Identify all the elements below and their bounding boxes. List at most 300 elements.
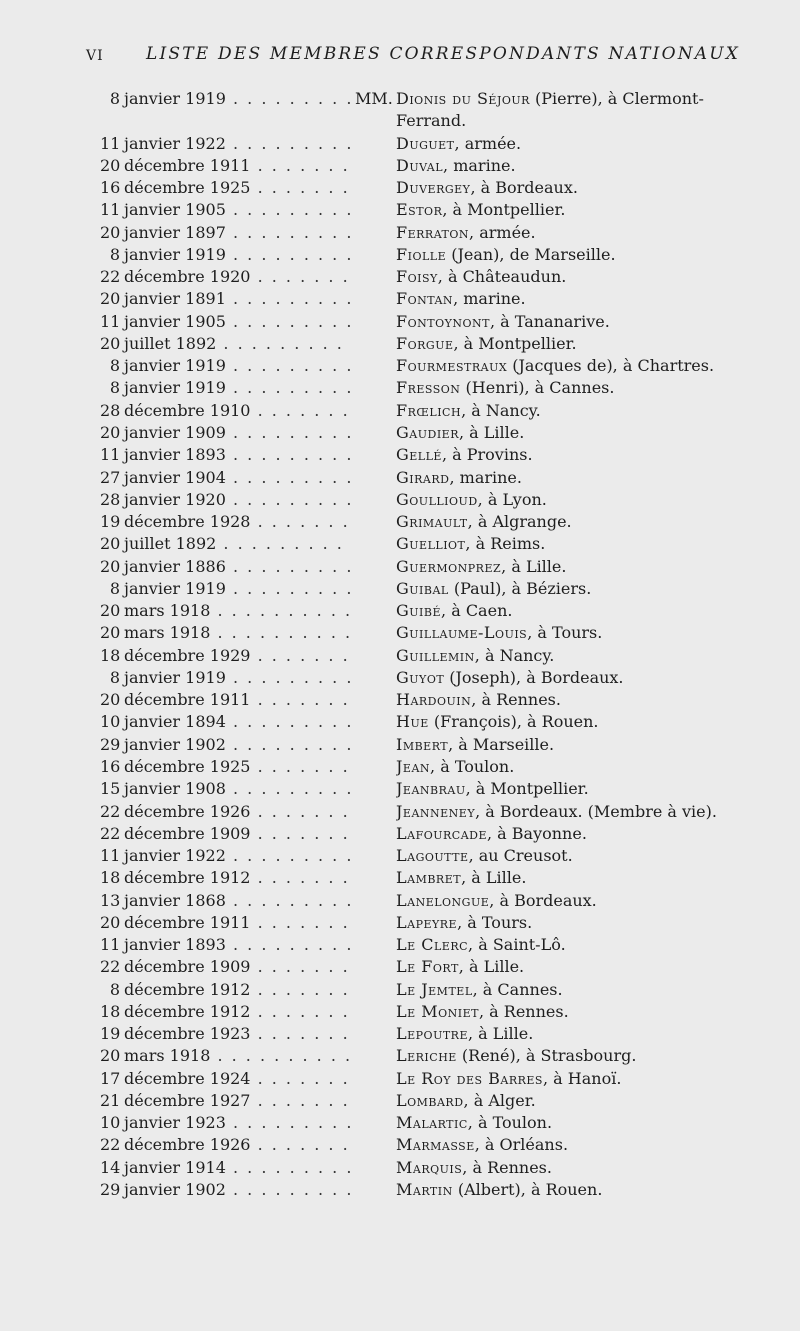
member-surname: Jean	[396, 756, 431, 776]
member-name	[396, 177, 800, 199]
member-surname: Malartic	[396, 1113, 468, 1133]
member-name	[396, 734, 800, 756]
election-month-year: janvier 1919 . . .	[124, 245, 350, 264]
member-name	[396, 890, 800, 912]
election-date	[100, 556, 350, 578]
member-name	[396, 956, 800, 978]
election-month-year: janvier 1919 . . .	[124, 356, 350, 375]
member-name	[396, 667, 800, 689]
member-entry	[0, 444, 800, 466]
election-day: 20	[100, 556, 121, 576]
member-detail: , à Bordeaux.	[470, 178, 578, 198]
election-day: 11	[100, 311, 121, 331]
election-day: 20	[100, 289, 121, 309]
member-entry	[0, 578, 800, 600]
member-surname: Leriche	[396, 1046, 457, 1066]
election-date	[100, 133, 350, 155]
election-month-year: décembre 1928 . . .	[124, 512, 350, 531]
election-date	[100, 377, 350, 399]
member-surname: Lanelongue	[396, 890, 490, 910]
election-date	[100, 244, 350, 266]
election-day: 20	[100, 155, 121, 175]
election-day: 11	[100, 935, 121, 955]
page-header	[0, 42, 800, 70]
member-entry	[0, 1045, 800, 1067]
member-detail: (François), à Rouen.	[428, 712, 599, 732]
member-name	[396, 244, 800, 266]
election-day: 22	[100, 267, 121, 287]
election-date	[100, 578, 350, 600]
member-name	[396, 578, 800, 600]
election-day: 11	[100, 133, 121, 153]
election-date	[100, 177, 350, 199]
member-surname: Grimault	[396, 512, 468, 532]
election-day: 20	[100, 690, 121, 710]
election-date	[100, 199, 350, 221]
member-detail: (Henri), à Cannes.	[460, 378, 615, 398]
member-list	[0, 88, 800, 1201]
member-name	[396, 689, 800, 711]
member-surname: Estor	[396, 200, 443, 220]
member-entry	[0, 756, 800, 778]
member-surname: Hue	[396, 712, 429, 732]
member-name	[396, 533, 800, 555]
member-detail: , à Nancy.	[461, 400, 541, 420]
member-detail: , à Bordeaux. (Membre à vie).	[475, 801, 717, 821]
election-month-year: janvier 1919 . . .	[124, 668, 350, 687]
member-surname: Jeanbrau	[396, 779, 466, 799]
member-detail: , à Toulon.	[467, 1113, 553, 1133]
election-month-year: décembre 1929 . . .	[124, 646, 350, 665]
member-detail: , à Rennes.	[478, 1001, 569, 1021]
member-detail: , à Toulon.	[430, 756, 515, 776]
election-day: 22	[100, 823, 121, 843]
member-name	[396, 645, 800, 667]
election-date	[100, 155, 350, 177]
member-surname: Guyot	[396, 667, 445, 687]
election-month-year: janvier 1905 . . .	[124, 200, 350, 219]
election-month-year: décembre 1925 . . .	[124, 178, 350, 197]
member-surname: Ferraton	[396, 222, 470, 242]
member-surname: Marmasse	[396, 1135, 475, 1155]
election-month-year: décembre 1920 . . .	[124, 267, 350, 286]
election-month-year: décembre 1909 . . .	[124, 824, 350, 843]
member-name	[396, 422, 800, 444]
member-name	[396, 400, 800, 422]
member-detail: , à Marseille.	[448, 734, 555, 754]
election-day: 15	[100, 779, 121, 799]
election-month-year: janvier 1894 . . .	[124, 712, 350, 731]
member-detail: , à Rennes.	[462, 1157, 552, 1177]
member-entry	[0, 934, 800, 956]
member-entry	[0, 622, 800, 644]
election-month-year: décembre 1911 . . .	[124, 156, 350, 175]
member-entry	[0, 711, 800, 733]
election-date	[100, 1001, 350, 1023]
member-name	[396, 1134, 800, 1156]
election-month-year: décembre 1927 . . .	[124, 1091, 350, 1110]
member-name	[396, 1179, 800, 1201]
election-month-year: décembre 1925 . . .	[124, 757, 350, 776]
election-month-year: janvier 1902 . . .	[124, 735, 350, 754]
member-name	[396, 867, 800, 889]
member-entry	[0, 266, 800, 288]
member-entry	[0, 288, 800, 310]
member-surname: Gellé	[396, 445, 442, 465]
election-date	[100, 1068, 350, 1090]
member-detail: , armée.	[454, 133, 522, 153]
election-day: 10	[100, 712, 121, 732]
member-entry	[0, 890, 800, 912]
member-surname: Le Moniet	[396, 1001, 479, 1021]
election-date	[100, 734, 350, 756]
election-date	[100, 667, 350, 689]
member-name	[396, 600, 800, 622]
election-month-year: janvier 1904 . . .	[124, 468, 350, 487]
member-name	[396, 311, 800, 333]
election-month-year: juillet 1892 . . .	[124, 534, 350, 553]
member-entry	[0, 355, 800, 377]
election-date	[100, 1112, 350, 1134]
member-entry	[0, 867, 800, 889]
member-surname: Foisy	[396, 267, 438, 287]
election-date	[100, 511, 350, 533]
election-day: 8	[109, 578, 120, 598]
member-surname: Fiolle	[396, 244, 447, 264]
election-date	[100, 1090, 350, 1112]
election-month-year: janvier 1891 . . .	[124, 289, 350, 308]
member-entry	[0, 333, 800, 355]
election-day: 8	[109, 356, 120, 376]
member-entry	[0, 422, 800, 444]
election-day: 27	[100, 467, 121, 487]
member-entry	[0, 1179, 800, 1201]
election-date	[100, 222, 350, 244]
election-day: 28	[100, 489, 121, 509]
election-day: 29	[100, 1180, 121, 1200]
member-surname: Marquis	[396, 1157, 463, 1177]
member-detail: (Jacques de), à Chartres.	[507, 356, 715, 376]
election-date	[100, 1179, 350, 1201]
member-detail: (René), à Strasbourg.	[456, 1046, 637, 1066]
member-name	[396, 1090, 800, 1112]
member-surname: Guermonprez	[396, 556, 502, 576]
election-day: 21	[100, 1090, 121, 1110]
member-entry	[0, 845, 800, 867]
member-name	[396, 1001, 800, 1023]
member-surname: Guibé	[396, 601, 442, 621]
member-detail: , à Bayonne.	[486, 823, 587, 843]
election-date	[100, 711, 350, 733]
member-entry	[0, 1068, 800, 1090]
election-month-year: janvier 1919 . . .	[124, 89, 350, 108]
member-detail: , à Saint-Lô.	[468, 935, 566, 955]
member-detail: , à Nancy.	[474, 645, 555, 665]
member-surname: Lepoutre	[396, 1024, 468, 1044]
member-entry	[0, 1023, 800, 1045]
election-date	[100, 400, 350, 422]
member-name	[396, 377, 800, 399]
member-name	[396, 711, 800, 733]
election-date	[100, 622, 350, 644]
election-day: 20	[100, 333, 121, 353]
election-month-year: janvier 1897 . . .	[124, 223, 350, 242]
member-detail: , à Bordeaux.	[489, 890, 597, 910]
election-date	[100, 934, 350, 956]
member-name	[396, 266, 800, 288]
election-date	[100, 266, 350, 288]
member-entry	[0, 1090, 800, 1112]
election-day: 8	[109, 89, 120, 108]
election-month-year: janvier 1919 . . .	[124, 378, 350, 397]
election-day: 18	[100, 868, 121, 888]
member-name	[396, 823, 800, 845]
member-name	[396, 467, 800, 489]
member-detail: , à Lille.	[468, 1024, 534, 1044]
election-day: 18	[100, 645, 121, 665]
member-name	[396, 199, 800, 221]
member-entry	[0, 155, 800, 177]
election-month-year: janvier 1923 . . .	[124, 1113, 350, 1132]
election-date	[100, 311, 350, 333]
election-day: 8	[109, 979, 120, 999]
member-surname: Forgue	[396, 333, 454, 353]
member-surname: Goullioud	[396, 489, 478, 509]
member-detail: , à Lille.	[501, 556, 567, 576]
member-surname: Hardouin	[396, 690, 472, 710]
member-detail: , à Lille.	[458, 422, 525, 442]
election-month-year: janvier 1920 . . .	[124, 490, 350, 509]
election-month-year: janvier 1905 . . .	[124, 312, 350, 331]
election-month-year: décembre 1911 . . .	[124, 913, 350, 932]
member-detail: , à Alger.	[463, 1090, 536, 1110]
election-month-year: janvier 1914 . . .	[124, 1158, 350, 1177]
election-month-year: janvier 1893 . . .	[124, 445, 350, 464]
election-month-year: décembre 1926 . . .	[124, 1135, 350, 1154]
election-day: 22	[100, 957, 121, 977]
member-surname: Lombard	[396, 1090, 464, 1110]
election-month-year: janvier 1868 . . .	[124, 891, 350, 910]
member-name	[396, 778, 800, 800]
election-day: 19	[100, 512, 121, 532]
member-surname: Le Jemtel	[396, 979, 473, 999]
election-day: 22	[100, 801, 121, 821]
member-detail: , à Rennes.	[471, 690, 561, 710]
member-surname: Duval	[396, 155, 444, 175]
member-entry	[0, 912, 800, 934]
election-month-year: janvier 1902 . . .	[124, 1180, 350, 1199]
member-name	[396, 801, 800, 823]
member-detail: , à Algrange.	[467, 512, 572, 532]
election-day: 20	[100, 912, 121, 932]
member-detail: , à Provins.	[441, 445, 533, 465]
member-detail: , au Creusot.	[468, 846, 573, 866]
member-name	[396, 489, 800, 511]
member-entry-continuation	[0, 110, 800, 132]
election-day: 20	[100, 1046, 121, 1066]
member-name	[396, 912, 800, 934]
member-name	[396, 1157, 800, 1179]
member-surname: Guillemin	[396, 645, 475, 665]
election-date	[100, 890, 350, 912]
election-date	[100, 689, 350, 711]
election-day: 11	[100, 846, 121, 866]
election-date	[100, 1023, 350, 1045]
election-day: 20	[100, 601, 121, 621]
election-month-year: janvier 1893 . . .	[124, 935, 350, 954]
member-surname: Duvergey	[396, 178, 471, 198]
member-entry	[0, 133, 800, 155]
election-date	[100, 489, 350, 511]
member-surname: Dionis du Séjour	[396, 89, 530, 108]
member-entry	[0, 801, 800, 823]
member-detail: , marine.	[453, 289, 526, 309]
election-day: 29	[100, 734, 121, 754]
election-day: 28	[100, 400, 121, 420]
running-title: LISTE DES MEMBRES CORRESPONDANTS NATIONAUX	[146, 44, 741, 64]
election-day: 19	[100, 1024, 121, 1044]
member-name	[396, 1112, 800, 1134]
election-day: 8	[109, 244, 120, 264]
election-date	[100, 422, 350, 444]
member-entry	[0, 199, 800, 221]
member-surname: Le Fort	[396, 957, 459, 977]
election-month-year: décembre 1911 . . .	[124, 690, 350, 709]
member-surname: Lambret	[396, 868, 462, 888]
election-day: 11	[100, 200, 121, 220]
member-entry	[0, 979, 800, 1001]
member-name	[396, 222, 800, 244]
election-day: 10	[100, 1113, 121, 1133]
election-month-year: janvier 1922 . . .	[124, 846, 350, 865]
member-detail: Ferrand.	[396, 111, 467, 131]
election-day: 20	[100, 222, 121, 242]
member-entry	[0, 689, 800, 711]
election-date	[100, 979, 350, 1001]
member-entry	[0, 467, 800, 489]
election-month-year: janvier 1908 . . .	[124, 779, 350, 798]
member-entry	[0, 823, 800, 845]
member-entry	[0, 956, 800, 978]
member-entry	[0, 400, 800, 422]
election-day: 20	[100, 422, 121, 442]
member-entry	[0, 533, 800, 555]
member-name	[396, 333, 800, 355]
member-entry	[0, 1112, 800, 1134]
election-date	[100, 333, 350, 355]
member-surname: Gaudier	[396, 422, 459, 442]
member-detail: , à Tananarive.	[489, 311, 610, 331]
member-entry	[0, 600, 800, 622]
member-entry	[0, 177, 800, 199]
member-detail: , à Tours.	[457, 912, 533, 932]
election-date	[100, 1157, 350, 1179]
member-name	[396, 1045, 800, 1067]
member-detail: (Jean), de Marseille.	[446, 244, 616, 264]
election-date	[100, 823, 350, 845]
member-detail: , à Montpellier.	[442, 200, 566, 220]
election-date	[100, 756, 350, 778]
member-surname: Lagoutte	[396, 846, 469, 866]
election-date	[100, 600, 350, 622]
member-detail: , à Cannes.	[472, 979, 563, 999]
member-surname: Frœlich	[396, 400, 462, 420]
member-name	[396, 155, 800, 177]
member-detail: , à Orléans.	[474, 1135, 569, 1155]
election-month-year: décembre 1923 . . .	[124, 1024, 350, 1043]
member-detail: , à Caen.	[441, 601, 513, 621]
member-detail: , à Reims.	[465, 534, 546, 554]
member-entry	[0, 1157, 800, 1179]
member-surname: Guibal	[396, 578, 449, 598]
election-month-year: mars 1918 . . .	[124, 623, 350, 642]
member-detail: , armée.	[469, 222, 536, 242]
election-month-year: décembre 1909 . . .	[124, 957, 350, 976]
election-date	[100, 845, 350, 867]
election-month-year: janvier 1909 . . .	[124, 423, 350, 442]
member-entry	[0, 222, 800, 244]
member-detail: , à Lille.	[461, 868, 527, 888]
member-name	[396, 88, 800, 110]
honorific-prefix: MM.	[355, 89, 393, 108]
election-date	[100, 778, 350, 800]
election-date	[100, 1134, 350, 1156]
election-day: 8	[109, 378, 120, 398]
election-month-year: décembre 1912 . . .	[124, 980, 350, 999]
election-date	[100, 288, 350, 310]
election-date	[100, 801, 350, 823]
member-name	[396, 511, 800, 533]
member-name	[396, 622, 800, 644]
election-month-year: juillet 1892 . . .	[124, 334, 350, 353]
member-detail: , à Hanoï.	[542, 1068, 622, 1088]
member-name	[396, 133, 800, 155]
page-number: VI	[86, 48, 104, 64]
member-name	[396, 1068, 800, 1090]
member-surname: Imbert	[396, 734, 449, 754]
member-entry	[0, 88, 800, 110]
election-month-year: janvier 1886 . . .	[124, 557, 350, 576]
member-surname: Martin	[396, 1180, 453, 1200]
member-detail: , à Montpellier.	[465, 779, 589, 799]
member-name	[396, 444, 800, 466]
election-month-year: décembre 1924 . . .	[124, 1069, 350, 1088]
member-surname: Fourmestraux	[396, 356, 508, 376]
member-entry	[0, 778, 800, 800]
member-surname: Guelliot	[396, 534, 466, 554]
member-entry	[0, 645, 800, 667]
member-name	[396, 979, 800, 1001]
member-surname: Fontan	[396, 289, 454, 309]
election-date	[100, 867, 350, 889]
member-name	[396, 556, 800, 578]
election-date	[100, 444, 350, 466]
member-entry	[0, 244, 800, 266]
election-day: 18	[100, 1001, 121, 1021]
election-day: 22	[100, 1135, 121, 1155]
member-entry	[0, 1001, 800, 1023]
election-day: 20	[100, 623, 121, 643]
member-surname: Girard	[396, 467, 450, 487]
election-date	[100, 467, 350, 489]
election-month-year: décembre 1910 . . .	[124, 401, 350, 420]
election-month-year: décembre 1926 . . .	[124, 802, 350, 821]
member-entry	[0, 311, 800, 333]
election-date	[100, 88, 350, 110]
member-detail: , à Montpellier.	[453, 333, 577, 353]
election-day: 16	[100, 756, 121, 776]
election-month-year: janvier 1919 . . .	[124, 579, 350, 598]
